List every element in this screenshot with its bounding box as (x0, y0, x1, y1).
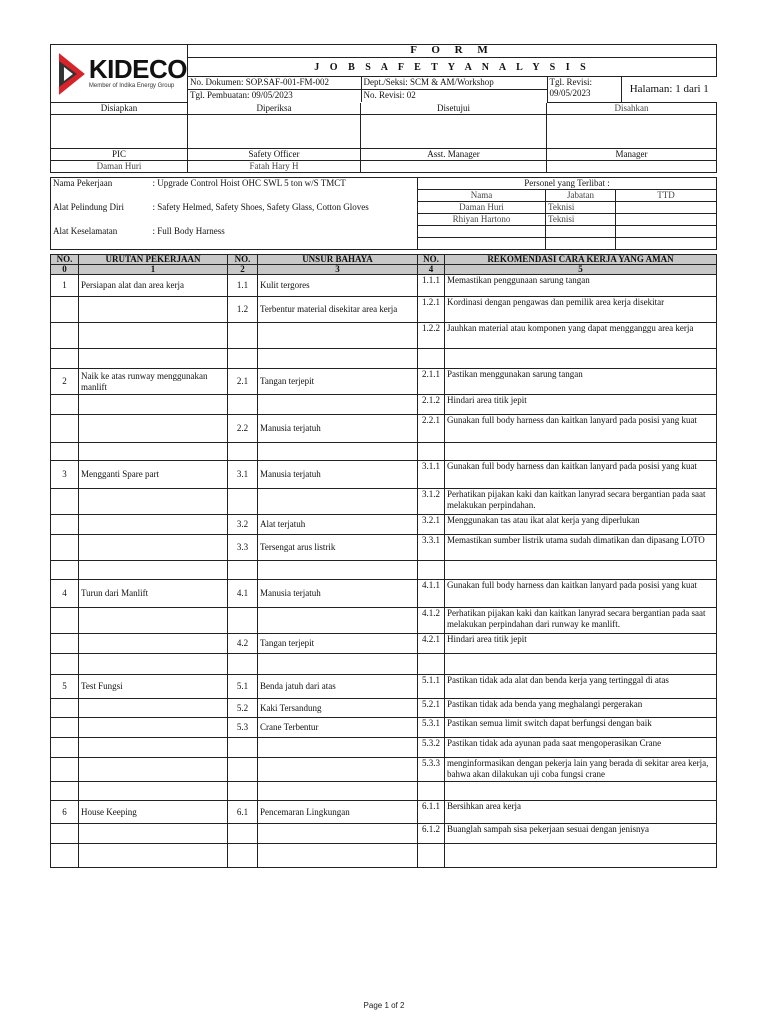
cell-bahaya (258, 443, 418, 461)
cell-no (51, 608, 79, 634)
cell-no4 (418, 443, 445, 461)
cell-no2 (228, 758, 258, 782)
cell-no2: 5.3 (228, 718, 258, 738)
personel-ttd-2[interactable] (616, 214, 717, 226)
cell-no2 (228, 323, 258, 349)
table-row (51, 580, 717, 608)
cell-urutan (79, 443, 228, 461)
col-num-1: 1 (79, 265, 228, 275)
cell-rek: Gunakan full body harness dan kaitkan lanyard pada posisi yang kuat (445, 580, 717, 608)
cell-rek: Pastikan semua limit switch dapat berfungsi dengan baik (445, 718, 717, 738)
cell-rek: Pastikan tidak ada alat dan benda kerja yang tertinggal di atas (445, 675, 717, 699)
nama-pekerjaan-value: : Upgrade Control Hoist OHC SWL 5 ton w/S TMCT (151, 178, 418, 190)
page-footer: Page 1 of 2 (363, 1001, 405, 1010)
cell-no2: 3.3 (228, 535, 258, 561)
cell-rek (445, 782, 717, 801)
cell-urutan (79, 349, 228, 369)
cell-no4: 1.1.1 (418, 275, 445, 297)
sign-label-diperiksa: Diperiksa (188, 103, 361, 115)
cell-no4: 5.1.1 (418, 675, 445, 699)
cell-bahaya: Crane Terbentur (258, 718, 418, 738)
cell-no4: 5.3.2 (418, 738, 445, 758)
cell-no2: 2.1 (228, 369, 258, 395)
table-row (51, 801, 717, 824)
col-unsur-bahaya: UNSUR BAHAYA (258, 255, 418, 265)
no-dokumen: No. Dokumen: SOP.SAF-001-FM-002 (188, 77, 361, 90)
cell-bahaya (258, 654, 418, 675)
cell-rek: Perhatikan pijakan kaki dan kaitkan lanyrad secara bergantian pada saat melakukan perpindahan dari runway ke manlift. (445, 608, 717, 634)
col-rekomendasi: REKOMENDASI CARA KERJA YANG AMAN (445, 255, 717, 265)
sign-box-diperiksa[interactable] (188, 115, 361, 149)
cell-no4: 6.1.1 (418, 801, 445, 824)
cell-urutan (79, 718, 228, 738)
cell-no4: 3.2.1 (418, 515, 445, 535)
tgl-revisi-value: 09/05/2023 (549, 88, 591, 98)
apd-value: : Safety Helmed, Safety Shoes, Safety Glass, Cotton Gloves (151, 202, 418, 214)
spacer (51, 214, 151, 226)
cell-no (51, 738, 79, 758)
cell-no4: 5.3.1 (418, 718, 445, 738)
jsa-title: J O B S A F E T Y A N A L Y S I S (188, 58, 717, 77)
cell-bahaya: Kulit tergores (258, 275, 418, 297)
cell-no2: 6.1 (228, 801, 258, 824)
table-row (51, 369, 717, 395)
cell-bahaya (258, 738, 418, 758)
table-row (51, 844, 717, 868)
col-num-0: 0 (51, 265, 79, 275)
logo-name: KIDECO (88, 53, 187, 84)
table-row (51, 782, 717, 801)
cell-urutan (79, 323, 228, 349)
cell-no: 5 (51, 675, 79, 699)
table-row (51, 718, 717, 738)
cell-rek: Pastikan menggunakan sarung tangan (445, 369, 717, 395)
cell-bahaya (258, 561, 418, 580)
cell-no2: 4.2 (228, 634, 258, 654)
cell-no: 6 (51, 801, 79, 824)
cell-rek: Jauhkan material atau komponen yang dapat mengganggu area kerja (445, 323, 717, 349)
cell-rek: Perhatikan pijakan kaki dan kaitkan lanyrad secara bergantian pada saat melakukan perpindahan. (445, 489, 717, 515)
cell-no2: 3.2 (228, 515, 258, 535)
cell-no4: 4.2.1 (418, 634, 445, 654)
cell-urutan: Naik ke atas runway menggunakan manlift (79, 369, 228, 395)
no-revisi: No. Revisi: 02 (361, 90, 547, 103)
cell-no2: 1.1 (228, 275, 258, 297)
sign-name-pic: Daman Huri (51, 161, 188, 173)
cell-no (51, 323, 79, 349)
personel-nama-3[interactable] (418, 226, 546, 238)
cell-no2 (228, 738, 258, 758)
cell-rek: Gunakan full body harness dan kaitkan lanyard pada posisi yang kuat (445, 461, 717, 489)
cell-bahaya (258, 782, 418, 801)
job-info-table (50, 177, 717, 250)
cell-bahaya: Pencemaran Lingkungan (258, 801, 418, 824)
cell-urutan (79, 782, 228, 801)
cell-urutan (79, 395, 228, 415)
cell-bahaya: Tangan terjepit (258, 369, 418, 395)
table-row (51, 634, 717, 654)
sign-label-disetujui: Disetujui (361, 103, 547, 115)
cell-no (51, 824, 79, 844)
cell-no4 (418, 654, 445, 675)
cell-bahaya (258, 323, 418, 349)
personel-ttd-1[interactable] (616, 202, 717, 214)
cell-urutan (79, 415, 228, 443)
sign-label-disiapkan: Disiapkan (51, 103, 188, 115)
col-num-4: 4 (418, 265, 445, 275)
table-row (51, 297, 717, 323)
cell-no2 (228, 844, 258, 868)
sign-name-safety-officer: Fatah Hary H (188, 161, 361, 173)
cell-no (51, 844, 79, 868)
table-row (51, 824, 717, 844)
cell-no (51, 782, 79, 801)
cell-urutan (79, 738, 228, 758)
table-row (51, 275, 717, 297)
cell-urutan: Persiapan alat dan area kerja (79, 275, 228, 297)
spacer (151, 238, 418, 250)
personel-title: Personel yang Terlibat : (418, 178, 717, 190)
cell-rek: Menggunakan tas atau ikat alat kerja yang diperlukan (445, 515, 717, 535)
cell-urutan (79, 634, 228, 654)
col-no-2: NO. (228, 255, 258, 265)
spacer (51, 190, 151, 202)
personel-nama-1: Daman Huri (418, 202, 546, 214)
cell-no2: 3.1 (228, 461, 258, 489)
cell-no2: 4.1 (228, 580, 258, 608)
cell-urutan (79, 654, 228, 675)
cell-urutan (79, 824, 228, 844)
cell-no (51, 489, 79, 515)
cell-no4 (418, 561, 445, 580)
spacer (151, 190, 418, 202)
personel-nama-4[interactable] (418, 238, 546, 250)
cell-urutan (79, 489, 228, 515)
spacer (51, 238, 151, 250)
dept-seksi: Dept./Seksi: SCM & AM/Workshop (361, 77, 547, 90)
cell-rek (445, 654, 717, 675)
cell-rek: Bersihkan area kerja (445, 801, 717, 824)
cell-rek: Hindari area titik jepit (445, 395, 717, 415)
table-row (51, 758, 717, 782)
personel-col-ttd: TTD (616, 190, 717, 202)
cell-no2: 2.2 (228, 415, 258, 443)
cell-rek: Pastikan tidak ada ayunan pada saat mengoperasikan Crane (445, 738, 717, 758)
cell-no (51, 561, 79, 580)
cell-no4: 3.1.1 (418, 461, 445, 489)
table-row (51, 443, 717, 461)
table-row (51, 699, 717, 718)
cell-bahaya: Alat terjatuh (258, 515, 418, 535)
cell-no4: 6.1.2 (418, 824, 445, 844)
cell-no: 3 (51, 461, 79, 489)
cell-bahaya (258, 824, 418, 844)
cell-bahaya: Tangan terjepit (258, 634, 418, 654)
cell-bahaya (258, 349, 418, 369)
cell-rek: menginformasikan dengan pekerja lain yang berada di sekitar area kerja, bahwa akan dilakukan uji coba fungsi crane (445, 758, 717, 782)
cell-no4: 4.1.2 (418, 608, 445, 634)
cell-no (51, 758, 79, 782)
cell-no (51, 634, 79, 654)
cell-no4: 2.1.2 (418, 395, 445, 415)
personel-jabatan-1: Teknisi (546, 202, 616, 214)
personel-jabatan-4[interactable] (546, 238, 616, 250)
doc-meta (188, 77, 717, 103)
col-urutan: URUTAN PEKERJAAN (79, 255, 228, 265)
cell-no4: 2.2.1 (418, 415, 445, 443)
personel-ttd-3[interactable] (616, 226, 717, 238)
kideco-logo (51, 53, 187, 95)
tgl-pembuatan: Tgl. Pembuatan: 09/05/2023 (188, 90, 361, 103)
spacer (151, 214, 418, 226)
logo-cell (51, 45, 188, 103)
cell-no4: 2.1.1 (418, 369, 445, 395)
sign-box-disahkan[interactable] (547, 115, 717, 149)
cell-no2 (228, 489, 258, 515)
ak-value: : Full Body Harness (151, 226, 418, 238)
cell-no (51, 535, 79, 561)
table-row (51, 535, 717, 561)
sign-label-disahkan: Disahkan (547, 103, 717, 115)
sign-role-safety-officer: Safety Officer (188, 149, 361, 161)
cell-bahaya (258, 395, 418, 415)
personel-col-jabatan: Jabatan (546, 190, 616, 202)
cell-urutan (79, 297, 228, 323)
cell-bahaya (258, 608, 418, 634)
logo-subtitle: Member of Indika Energy Group (88, 82, 175, 89)
cell-no2 (228, 561, 258, 580)
cell-no (51, 395, 79, 415)
cell-urutan: Test Fungsi (79, 675, 228, 699)
cell-no (51, 415, 79, 443)
cell-no2: 5.1 (228, 675, 258, 699)
sign-name-asst-manager (361, 161, 547, 173)
kideco-logo-mark-icon (55, 53, 87, 95)
form-title: F O R M (188, 45, 717, 58)
cell-no4 (418, 844, 445, 868)
sign-box-disetujui[interactable] (361, 115, 547, 149)
table-row (51, 395, 717, 415)
cell-rek: Memastikan sumber listrik utama sudah dimatikan dan dipasang LOTO (445, 535, 717, 561)
jsa-form (50, 44, 716, 868)
cell-no4 (418, 349, 445, 369)
cell-no (51, 515, 79, 535)
cell-rek: Memastikan penggunaan sarung tangan (445, 275, 717, 297)
cell-no4: 1.2.2 (418, 323, 445, 349)
tgl-revisi-label: Tgl. Revisi: (549, 77, 592, 87)
cell-rek: Pastikan tidak ada benda yang meghalangi pergerakan (445, 699, 717, 718)
signature-table (50, 103, 717, 173)
table-row (51, 608, 717, 634)
cell-bahaya: Tersengat arus listrik (258, 535, 418, 561)
cell-urutan (79, 535, 228, 561)
cell-no2 (228, 654, 258, 675)
cell-no (51, 654, 79, 675)
personel-col-nama: Nama (418, 190, 546, 202)
cell-urutan: Mengganti Spare part (79, 461, 228, 489)
table-row (51, 323, 717, 349)
cell-no4: 3.1.2 (418, 489, 445, 515)
nama-pekerjaan-label: Nama Pekerjaan (51, 178, 151, 190)
cell-urutan: House Keeping (79, 801, 228, 824)
ak-label: Alat Keselamatan (51, 226, 151, 238)
halaman: Halaman: 1 dari 1 (621, 77, 717, 102)
cell-bahaya: Manusia terjatuh (258, 461, 418, 489)
cell-urutan (79, 758, 228, 782)
personel-jabatan-3[interactable] (546, 226, 616, 238)
cell-no (51, 443, 79, 461)
cell-rek (445, 561, 717, 580)
table-row (51, 515, 717, 535)
cell-no4: 1.2.1 (418, 297, 445, 323)
table-row (51, 349, 717, 369)
col-no-0: NO. (51, 255, 79, 265)
cell-no2: 1.2 (228, 297, 258, 323)
personel-ttd-4[interactable] (616, 238, 717, 250)
cell-no4: 4.1.1 (418, 580, 445, 608)
sign-box-disiapkan[interactable] (51, 115, 188, 149)
cell-urutan (79, 699, 228, 718)
cell-no2 (228, 349, 258, 369)
sign-role-manager: Manager (547, 149, 717, 161)
cell-bahaya (258, 844, 418, 868)
cell-no2 (228, 782, 258, 801)
cell-no2 (228, 395, 258, 415)
table-row (51, 415, 717, 443)
table-row (51, 675, 717, 699)
cell-rek: Gunakan full body harness dan kaitkan lanyard pada posisi yang kuat (445, 415, 717, 443)
cell-bahaya (258, 489, 418, 515)
cell-no (51, 718, 79, 738)
cell-no2 (228, 443, 258, 461)
cell-no: 4 (51, 580, 79, 608)
cell-rek (445, 443, 717, 461)
cell-no (51, 699, 79, 718)
cell-rek: Kordinasi dengan pengawas dan pemilik area kerja disekitar (445, 297, 717, 323)
cell-urutan (79, 515, 228, 535)
cell-no: 2 (51, 369, 79, 395)
cell-bahaya: Manusia terjatuh (258, 415, 418, 443)
col-num-2: 2 (228, 265, 258, 275)
cell-rek (445, 844, 717, 868)
jsa-rows (51, 275, 717, 868)
cell-bahaya: Benda jatuh dari atas (258, 675, 418, 699)
personel-jabatan-2: Teknisi (546, 214, 616, 226)
cell-no4: 5.3.3 (418, 758, 445, 782)
cell-bahaya (258, 758, 418, 782)
cell-no: 1 (51, 275, 79, 297)
cell-rek (445, 349, 717, 369)
cell-urutan: Turun dari Manlift (79, 580, 228, 608)
col-num-5: 5 (445, 265, 717, 275)
sign-name-manager (547, 161, 717, 173)
cell-urutan (79, 561, 228, 580)
sign-role-asst-manager: Asst. Manager (361, 149, 547, 161)
form-header (50, 44, 717, 103)
cell-rek: Buanglah sampah sisa pekerjaan sesuai dengan jenisnya (445, 824, 717, 844)
cell-no4 (418, 782, 445, 801)
cell-no (51, 349, 79, 369)
cell-urutan (79, 608, 228, 634)
col-num-3: 3 (258, 265, 418, 275)
cell-bahaya: Manusia terjatuh (258, 580, 418, 608)
cell-no4: 3.3.1 (418, 535, 445, 561)
cell-rek: Hindari area titik jepit (445, 634, 717, 654)
cell-no4: 5.2.1 (418, 699, 445, 718)
cell-bahaya: Kaki Tersandung (258, 699, 418, 718)
tgl-revisi-cell (547, 77, 621, 102)
cell-no (51, 297, 79, 323)
table-row (51, 489, 717, 515)
cell-no2 (228, 608, 258, 634)
table-row (51, 461, 717, 489)
sign-role-pic: PIC (51, 149, 188, 161)
personel-nama-2: Rhiyan Hartono (418, 214, 546, 226)
table-row (51, 738, 717, 758)
cell-urutan (79, 844, 228, 868)
cell-no2 (228, 824, 258, 844)
cell-bahaya: Terbentur material disekitar area kerja (258, 297, 418, 323)
table-row (51, 654, 717, 675)
apd-label: Alat Pelindung Diri (51, 202, 151, 214)
cell-no2: 5.2 (228, 699, 258, 718)
jsa-main-table (50, 254, 717, 868)
table-row (51, 561, 717, 580)
col-no-4: NO. (418, 255, 445, 265)
